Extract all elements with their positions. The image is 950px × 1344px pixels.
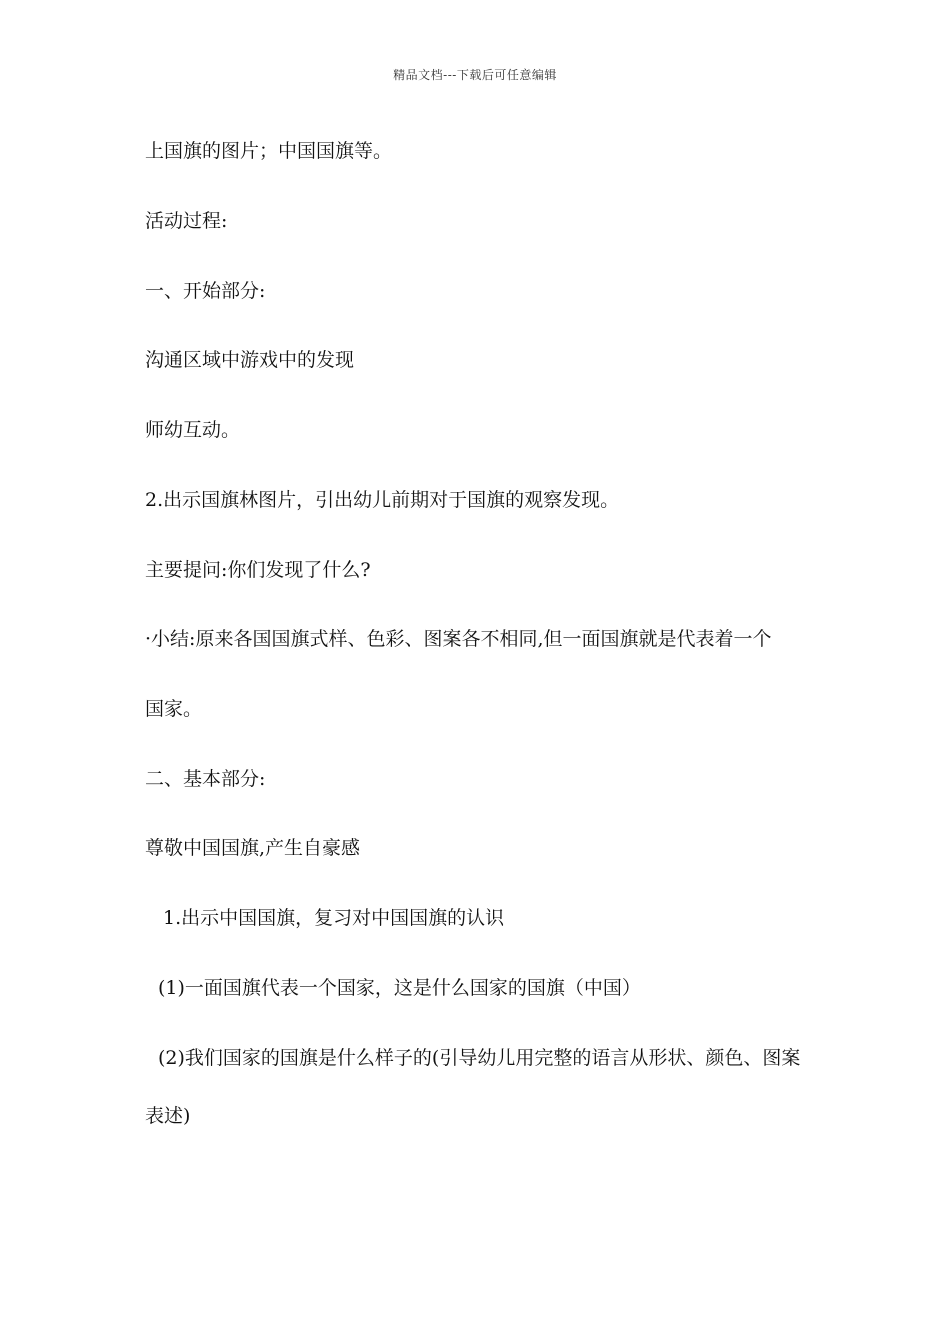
text-line: 尊敬中国国旗,产生自豪感 (145, 837, 361, 859)
text-line: 师幼互动。 (145, 419, 241, 441)
text-line: ·小结:原来各国国旗式样、色彩、图案各不相同,但一面国旗就是代表着一个 (145, 628, 772, 650)
page-header: 精品文档---下载后可任意编辑 (393, 68, 557, 82)
text-line: 2.出示国旗林图片，引出幼儿前期对于国旗的观察发现。 (145, 489, 620, 511)
text-line: 国家。 (145, 698, 203, 720)
section-heading: 二、基本部分: (145, 768, 266, 790)
text-line: 1.出示中国国旗，复习对中国国旗的认识 (163, 907, 505, 929)
section-heading: 一、开始部分: (145, 280, 266, 302)
text-line: (2)我们国家的国旗是什么样子的(引导幼儿用完整的语言从形状、颜色、图案 (158, 1047, 801, 1069)
text-line: 沟通区域中游戏中的发现 (145, 349, 355, 371)
text-line: 主要提问:你们发现了什么? (145, 559, 371, 581)
text-line: 表述) (145, 1105, 191, 1127)
text-line: 上国旗的图片；中国国旗等。 (145, 140, 393, 162)
text-line: (1)一面国旗代表一个国家，这是什么国家的国旗（中国） (158, 977, 641, 999)
section-heading: 活动过程: (145, 210, 228, 232)
